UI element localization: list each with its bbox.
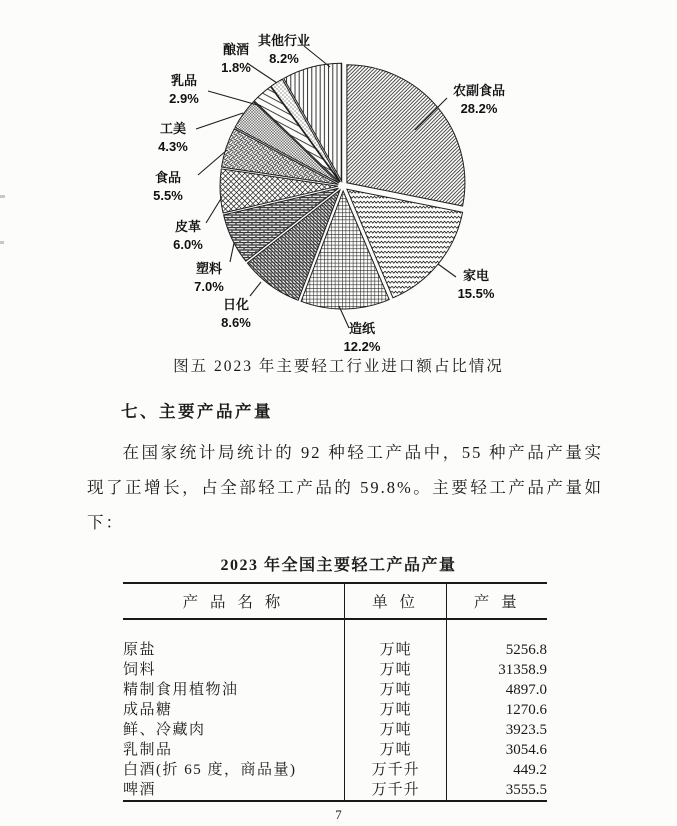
- label-leader-line: [208, 91, 261, 106]
- table-cell-output: 4897.0: [447, 680, 547, 700]
- label-leader-line: [304, 46, 330, 67]
- table-cell-product: 鲜、冷藏肉: [123, 722, 206, 738]
- slice-label: 日化: [222, 297, 250, 312]
- table-cell-output: 3054.6: [447, 740, 547, 760]
- slice-pct: 5.5%: [153, 188, 183, 203]
- slice-pct: 12.2%: [343, 339, 381, 354]
- table-title: 2023 年全国主要轻工产品产量: [220, 557, 457, 574]
- slice-pct: 1.8%: [221, 60, 251, 75]
- page-number: 7: [335, 807, 342, 822]
- pie-slice-农副食品: [347, 65, 465, 206]
- slice-label: 造纸: [348, 321, 376, 336]
- table-row: [123, 740, 547, 760]
- table-cell-output: 31358.9: [447, 660, 547, 680]
- table-cell-output: 449.2: [447, 760, 547, 780]
- slice-pct: 6.0%: [173, 237, 203, 252]
- slice-pct: 15.5%: [457, 286, 495, 301]
- table-cell-unit: 万吨: [344, 700, 446, 720]
- slice-label: 工美: [159, 121, 187, 136]
- table-header-output: 产 量: [447, 583, 547, 619]
- table-cell-product: 啤酒: [123, 782, 157, 798]
- table-spacer-row: [123, 619, 547, 640]
- slice-pct: 8.6%: [221, 315, 251, 330]
- scan-artifact: [0, 195, 5, 198]
- slice-pct: 8.2%: [269, 51, 299, 66]
- table-cell-unit: 万千升: [344, 760, 446, 780]
- table-cell-output: 1270.6: [447, 700, 547, 720]
- table-cell-product: 成品糖: [123, 702, 173, 718]
- table-cell-output: 5256.8: [447, 640, 547, 660]
- table-body: [123, 619, 547, 801]
- slice-pct: 4.3%: [158, 139, 188, 154]
- scan-artifact: [0, 241, 4, 244]
- label-leader-line: [438, 264, 456, 277]
- label-leader-line: [230, 243, 234, 262]
- table-cell-unit: 万吨: [344, 720, 446, 740]
- table-row: [123, 720, 547, 740]
- production-table: [123, 582, 547, 802]
- table-cell-unit: 万千升: [344, 780, 446, 801]
- slice-label: 农副食品: [452, 83, 506, 98]
- table-cell-product: 乳制品: [123, 742, 173, 758]
- table-row: [123, 660, 547, 680]
- slice-label: 其他行业: [257, 33, 311, 48]
- table-cell-output: 3555.5: [447, 780, 547, 801]
- table-header-unit: 单 位: [344, 583, 446, 619]
- table-cell-product: 白酒(折 65 度，商品量): [123, 762, 297, 778]
- table-cell-unit: 万吨: [344, 640, 446, 660]
- table-row: [123, 760, 547, 780]
- table-cell-product: 精制食用植物油: [123, 682, 239, 698]
- label-leader-line: [247, 63, 277, 83]
- slice-label: 酿酒: [222, 42, 250, 57]
- table-header: [123, 583, 547, 619]
- slice-label: 食品: [154, 170, 182, 185]
- slice-label: 塑料: [195, 261, 223, 276]
- body-paragraph: 在国家统计局统计的 92 种轻工产品中，55 种产品产量实现了正增长，占全部轻工产品的 59.8%。主要轻工产品产量如下：: [87, 443, 603, 532]
- table-row: [123, 780, 547, 801]
- section-heading: 七、主要产品产量: [121, 402, 273, 421]
- table-row: [123, 700, 547, 720]
- label-leader-line: [206, 197, 222, 223]
- label-leader-line: [250, 282, 261, 296]
- table-cell-product: 饲料: [123, 662, 157, 678]
- slice-label: 皮革: [174, 219, 202, 234]
- table-row: [123, 680, 547, 700]
- table-cell-unit: 万吨: [344, 660, 446, 680]
- figure-caption: 图五 2023 年主要轻工行业进口额占比情况: [173, 358, 504, 375]
- slice-pct: 7.0%: [194, 279, 224, 294]
- slice-pct: 28.2%: [460, 101, 498, 116]
- table-cell-product: 原盐: [123, 642, 157, 658]
- table-cell-output: 3923.5: [447, 720, 547, 740]
- table-row: [123, 640, 547, 660]
- table-cell-unit: 万吨: [344, 740, 446, 760]
- slice-label: 家电: [462, 268, 490, 283]
- pie-chart: [0, 0, 677, 354]
- slice-label: 乳品: [170, 73, 198, 88]
- table-header-product: 产 品 名 称: [123, 583, 344, 619]
- table-cell-unit: 万吨: [344, 680, 446, 700]
- slice-pct: 2.9%: [169, 91, 199, 106]
